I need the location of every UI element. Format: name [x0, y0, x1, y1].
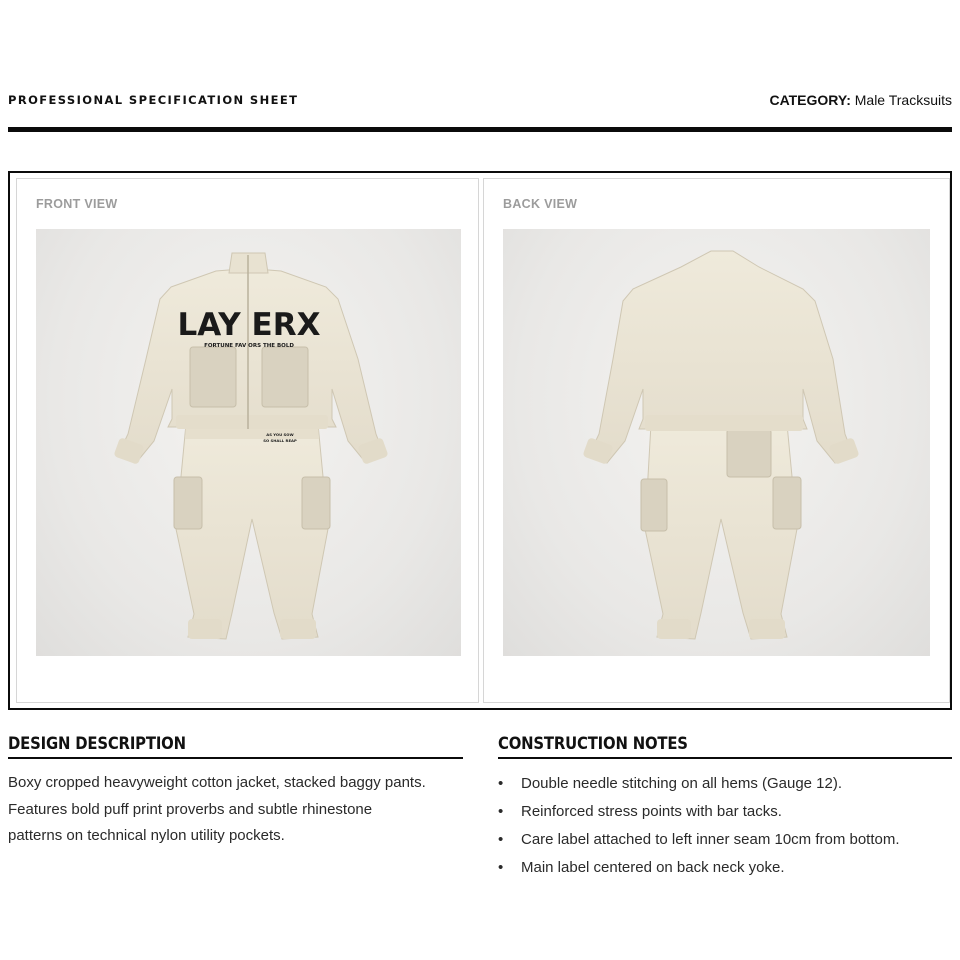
note-text: Double needle stitching on all hems (Gauge 12). [521, 775, 843, 792]
views-frame [8, 171, 952, 710]
back-view-panel [483, 178, 950, 703]
list-item [498, 798, 952, 826]
sheet-title: PROFESSIONAL SPECIFICATION SHEET [8, 93, 299, 107]
front-garment-illustration [36, 229, 461, 656]
pants [174, 424, 330, 639]
back-garment-illustration [503, 229, 930, 656]
description-line: patterns on technical nylon utility pockets. [8, 827, 285, 844]
list-item [498, 826, 952, 854]
pants-print-line2: SO SHALL REAP [263, 438, 297, 443]
front-view-panel [16, 178, 479, 703]
jacket-tagline-print: FORTUNE FAV ORS THE BOLD [204, 343, 294, 349]
category-value: Male Tracksuits [854, 92, 952, 108]
design-description-heading: DESIGN DESCRIPTION [8, 734, 186, 753]
note-text: Reinforced stress points with bar tacks. [521, 803, 782, 820]
category-field [769, 92, 952, 110]
bullet-icon: • [498, 803, 504, 820]
design-description-text [8, 770, 463, 850]
bullet-icon: • [498, 859, 504, 876]
design-description-divider [8, 757, 463, 759]
design-description-section [8, 732, 463, 850]
description-line: Features bold puff print proverbs and subtle rhinestone [8, 800, 373, 818]
note-text: Main label centered on back neck yoke. [521, 859, 785, 876]
list-item [498, 770, 952, 798]
pants-back [641, 424, 801, 639]
list-item [498, 854, 952, 882]
construction-notes-divider [498, 757, 952, 759]
bullet-icon: • [498, 775, 504, 792]
construction-notes-list [498, 770, 952, 882]
category-label: CATEGORY: [769, 92, 851, 108]
front-view-label: FRONT VIEW [36, 197, 118, 211]
sheet-header [8, 86, 952, 110]
note-text: Care label attached to left inner seam 10cm from bottom. [521, 831, 900, 848]
construction-notes-heading: CONSTRUCTION NOTES [498, 734, 688, 753]
front-view-image [36, 229, 461, 656]
header-divider [8, 127, 952, 132]
description-line: Boxy cropped heavyweight cotton jacket, stacked baggy pants. [8, 774, 426, 791]
pants-print-line1: AS YOU SOW [266, 432, 294, 437]
construction-notes-section [498, 732, 952, 882]
back-view-label: BACK VIEW [503, 197, 578, 211]
bullet-icon: • [498, 831, 504, 848]
back-view-image [503, 229, 930, 656]
jacket-logo-print: LAY ERX [177, 307, 321, 343]
